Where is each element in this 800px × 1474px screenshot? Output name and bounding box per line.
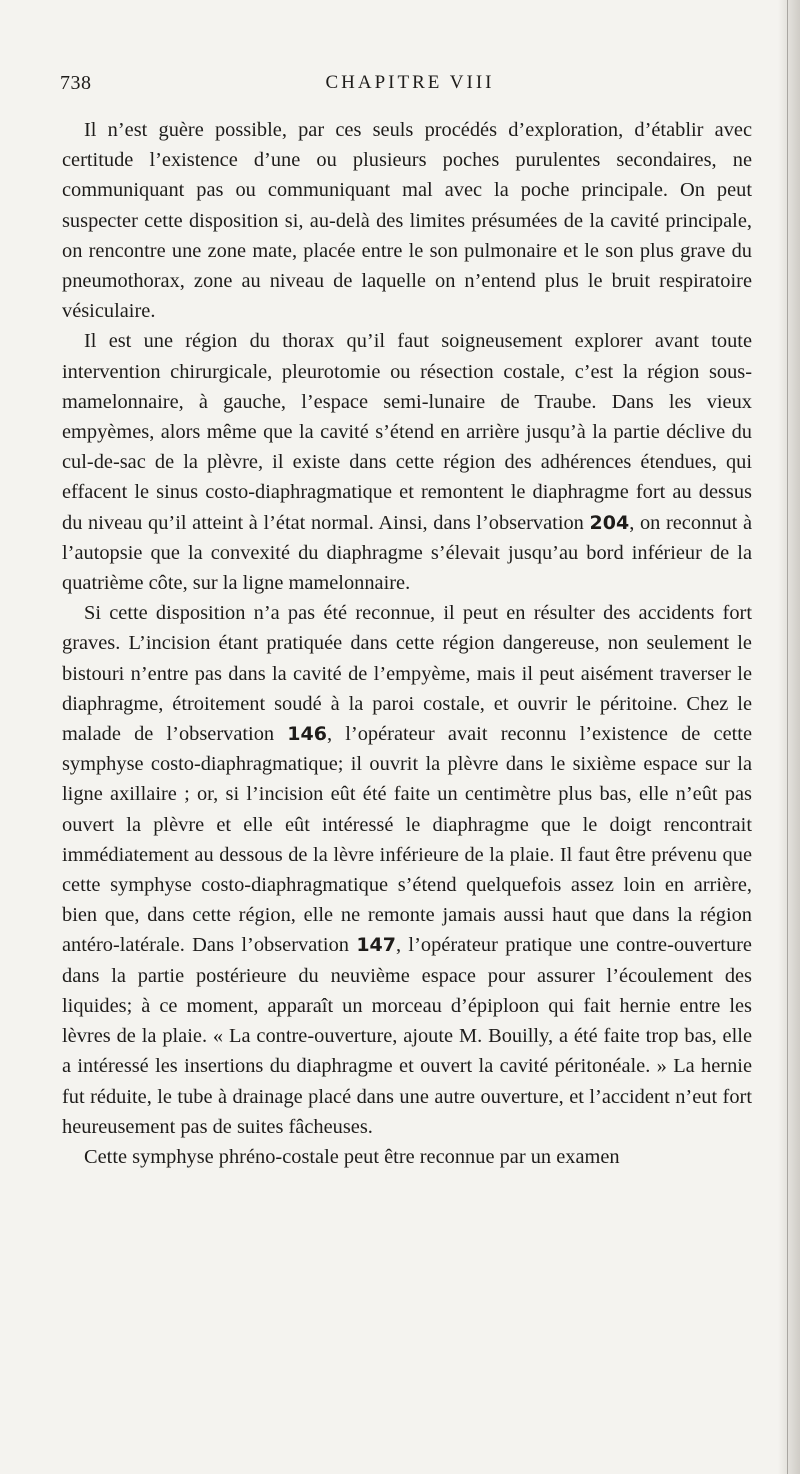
- paragraph-3-text-b: , l’opérateur avait reconnu l’existence de cette symphyse costo-diaphragmatique; il ouvrit la plèvre dans le sixième espace sur la ligne axillaire ; or, si l’incision eût été faite un centimètre plus bas, elle n’eût pas ouvert la plèvre et elle eût intéressé le diaphragme que le doigt rencontrait immédiatement au dessous de la lèvre inférieure de la plaie. Il faut être prévenu que cette symphyse costo-diaphragmatique s’étend quelquefois assez loin en arrière, bien que, dans cette région, elle ne remonte jamais aussi haut que dans la région antéro-latérale. Dans l’observation: [62, 723, 753, 957]
- paragraph-4-text: Cette symphyse phréno-costale peut être reconnue par un examen: [84, 1145, 620, 1168]
- page-header: [60, 72, 760, 108]
- paragraph-3: [62, 598, 752, 1142]
- paragraph-4: [62, 1142, 752, 1172]
- paragraph-2-text-a: Il est une région du thorax qu’il faut soigneusement explorer avant toute intervention chirurgicale, pleurotomie ou résection costale, c’est la région sous-mamelonnaire, à gauche, l’espace semi-lunaire de Traube. Dans les vieux empyèmes, alors même que la cavité s’étend en arrière jusqu’à la partie déclive du cul-de-sac de la plèvre, il existe dans cette région des adhérences étendues, qui effacent le sinus costo-diaphragmatique et remontent le diaphragme fort au dessus du niveau qu’il atteint à l’état normal. Ainsi, dans l’observation: [62, 330, 752, 534]
- body-text: [62, 115, 752, 1172]
- paragraph-1: [62, 115, 752, 326]
- paragraph-1-text: Il n’est guère possible, par ces seuls procédés d’exploration, d’établir avec certitude l’existence d’une ou plusieurs poches purulentes secondaires, ne communiquant pas ou communiquant mal avec la poche principale. On peut suspecter cette disposition si, au-delà des limites présumées de la cavité principale, on rencontre une zone mate, placée entre le son pulmonaire et le son plus grave du pneumothorax, zone au niveau de laquelle on n’entend plus le bruit respiratoire vésiculaire.: [62, 119, 752, 323]
- paragraph-3-text-a: Si cette disposition n’a pas été reconnue, il peut en résulter des accidents fort graves. L’incision étant pratiquée dans cette région dangereuse, non seulement le bistouri n’entre pas dans la cavité de l’empyème, mais il peut aisément traverser le diaphragme, étroitement soudé à la paroi costale, et ouvrir le péritoine. Chez le malade de l’observation: [62, 602, 752, 746]
- observation-number-146: 146: [287, 723, 327, 746]
- running-title: CHAPITRE VIII: [325, 72, 495, 93]
- observation-number-147: 147: [356, 934, 396, 957]
- paragraph-2: [62, 326, 752, 598]
- observation-number-204: 204: [589, 511, 630, 534]
- page-edge-shadow: [778, 0, 800, 1474]
- paragraph-2-text-b: , on reconnut à l’autopsie que la convexité du diaphragme s’élevait jusqu’au bord inférieur de la quatrième côte, sur la ligne mamelonnaire.: [62, 511, 752, 595]
- paragraph-3-text-c: , l’opérateur pratique une contre-ouverture dans la partie postérieure du neuvième espace pour assurer l’écoulement des liquides; à ce moment, apparaît un morceau d’épiploon qui fait hernie entre les lèvres de la plaie. « La contre-ouverture, ajoute M. Bouilly, a été faite trop bas, elle a intéressé les insertions du diaphragme et ouvert la cavité péritonéale. » La hernie fut réduite, le tube à drainage placé dans une autre ouverture, et l’accident n’eut fort heureusement pas de suites fâcheuses.: [62, 934, 752, 1138]
- page-edge-line: [787, 0, 788, 1474]
- page-number: 738: [60, 72, 92, 94]
